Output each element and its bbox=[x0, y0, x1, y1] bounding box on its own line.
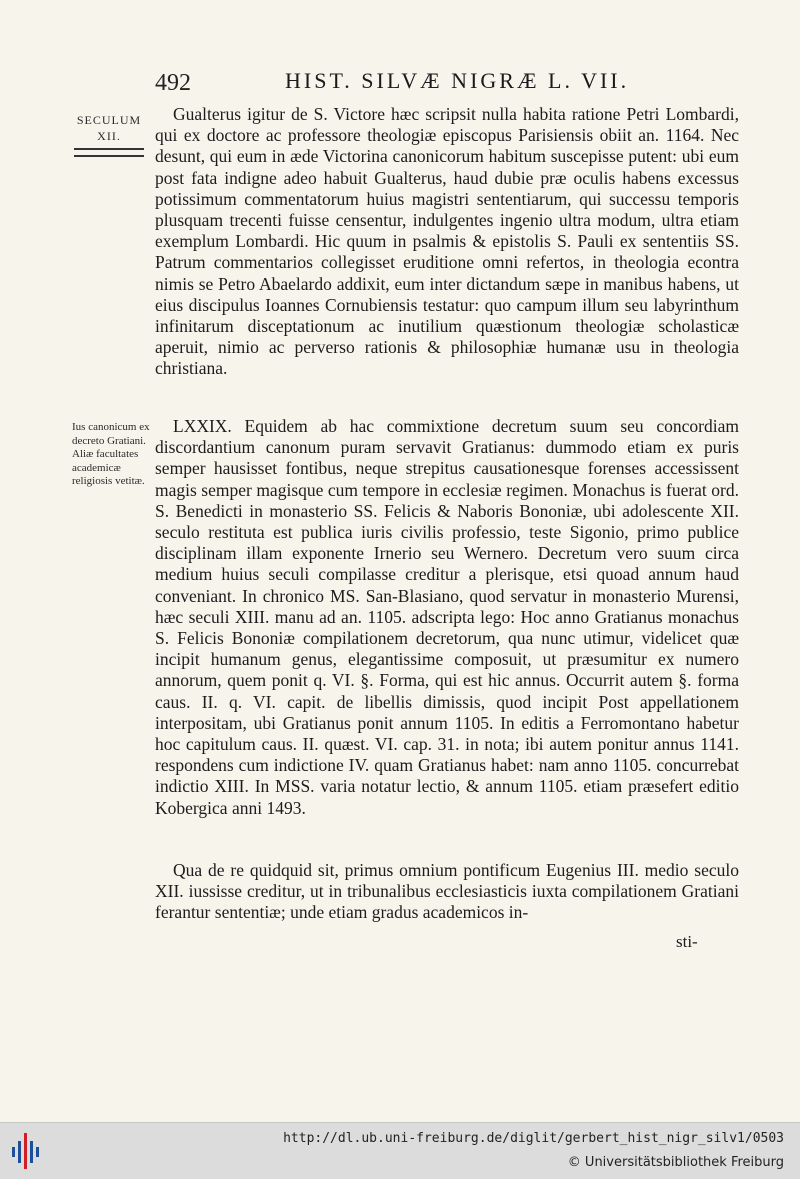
seculum-label: SECULUM bbox=[76, 113, 142, 127]
paragraph-lxxix bbox=[155, 416, 739, 819]
paragraph-text: Qua de re quidquid sit, primus omnium pontificum Eugenius III. medio seculo XII. iussisse creditur, ut in tribunalibus ecclesiasticis iuxta compilationem Gratiani ferantur sententiæ; unde etiam gradus academicos in- bbox=[155, 860, 739, 923]
university-library-logo-icon bbox=[10, 1131, 44, 1171]
paragraph-qua-de-re bbox=[155, 860, 739, 924]
copyright-notice: © Universitätsbibliothek Freiburg bbox=[567, 1155, 784, 1170]
margin-note-ius-canonicum: Ius canonicum ex decreto Gratiani. Aliæ facultates academicæ religiosis vetitæ. bbox=[72, 421, 150, 487]
seculum-number: XII. bbox=[97, 129, 121, 143]
page-number: 492 bbox=[155, 70, 191, 96]
paragraph-gualterus bbox=[155, 104, 739, 380]
footer-bar bbox=[0, 1122, 800, 1179]
page-header bbox=[155, 64, 755, 100]
catchword: sti- bbox=[676, 932, 698, 951]
margin-seculum bbox=[66, 112, 152, 157]
running-head: HIST. SILVÆ NIGRÆ L. VII. bbox=[285, 68, 630, 93]
source-url-link[interactable]: http://dl.ub.uni-freiburg.de/diglit/gerbert_hist_nigr_silv1/0503 bbox=[283, 1131, 784, 1146]
paragraph-text: Gualterus igitur de S. Victore hæc scripsit nulla habita ratione Petri Lombardi, qui ex doctore ac professore theologiæ episcopus Parisiensis obiit an. 1164. Nec desunt, qui eum in æde Victorina canonicorum habitum suscepisse putent: ubi eum post fata indigne adeo habuit Gualterus, haud dubie præ oculis habens excessus potissimum commentatorum huius magistri sententiarum, qui successu temporis plusquam trecenti fuisse censentur, indulgentes ingenio ultra modum, ultra etiam exemplum Lombardi. Hic quum in psalmis & epistolis S. Pauli ex sententiis SS. Patrum commentarios collegisset eruditione omni refertos, in theologia econtra nimis se Petro Abaelardo addixit, eum inter dictandum sæpe in manibus habens, ut eius discipulus Ioannes Cornubiensis testatur: quo campum illum seu labyrinthum infinitarum disceptationum ac inutilium quæstionum theologiæ scholasticæ aperuit, nimio ac perverso rationis & philosophiæ humanæ usu in theologia christiana. bbox=[155, 104, 739, 379]
paragraph-text: LXXIX. Equidem ab hac commixtione decretum suum seu concordiam discordantium canonum puram servavit Gratianus: dummodo etiam ex puris semper hausisset fontibus, neque strepitus causationesque forenses accessissent magis semper magisque cum tempore in ecclesiæ regimen. Monachus is fuerat ord. S. Benedicti in monasterio SS. Felicis & Naboris Bononiæ, ubi adolescente XII. seculo restituta est publica iuris civilis professio, teste Sigonio, primo publice disciplinam illam exponente Irnerio seu Wernero. Decretum vero suum circa medium huius seculi compilasse creditur a plerisque, etsi quoad annum haud conveniant. In chronico MS. San-Blasiano, quod servatur in monasterio Murensi, hæc seculi XIII. manu ad an. 1105. adscripta lego: Hoc anno Gratianus monachus S. Felicis Bononiæ compilationem decretorum, qua nunc utimur, videlicet quæ incipit humanum genus, elegantissime composuit, ut præsumitur ex numero annorum, quem ponit q. VI. §. Forma, qui est hic annus. Occurrit autem §. forma caus. II. q. VI. capit. de libellis dimissis, quod incipit Post appellationem interpositam, ubi Gratianus ponit annum 1105. In editis a Ferromontano habetur hoc capitulum caus. II. quæst. VI. cap. 31. in nota; ibi autem ponitur annus 1141. respondens cum indictione IV. quam Gratianus habet: nam anno 1105. concurrebat indictio XIII. In MSS. varia notatur lectio, & annum 1105. etiam præsefert editio Kobergica anni 1493. bbox=[155, 416, 739, 818]
ornamental-rule bbox=[74, 148, 144, 157]
